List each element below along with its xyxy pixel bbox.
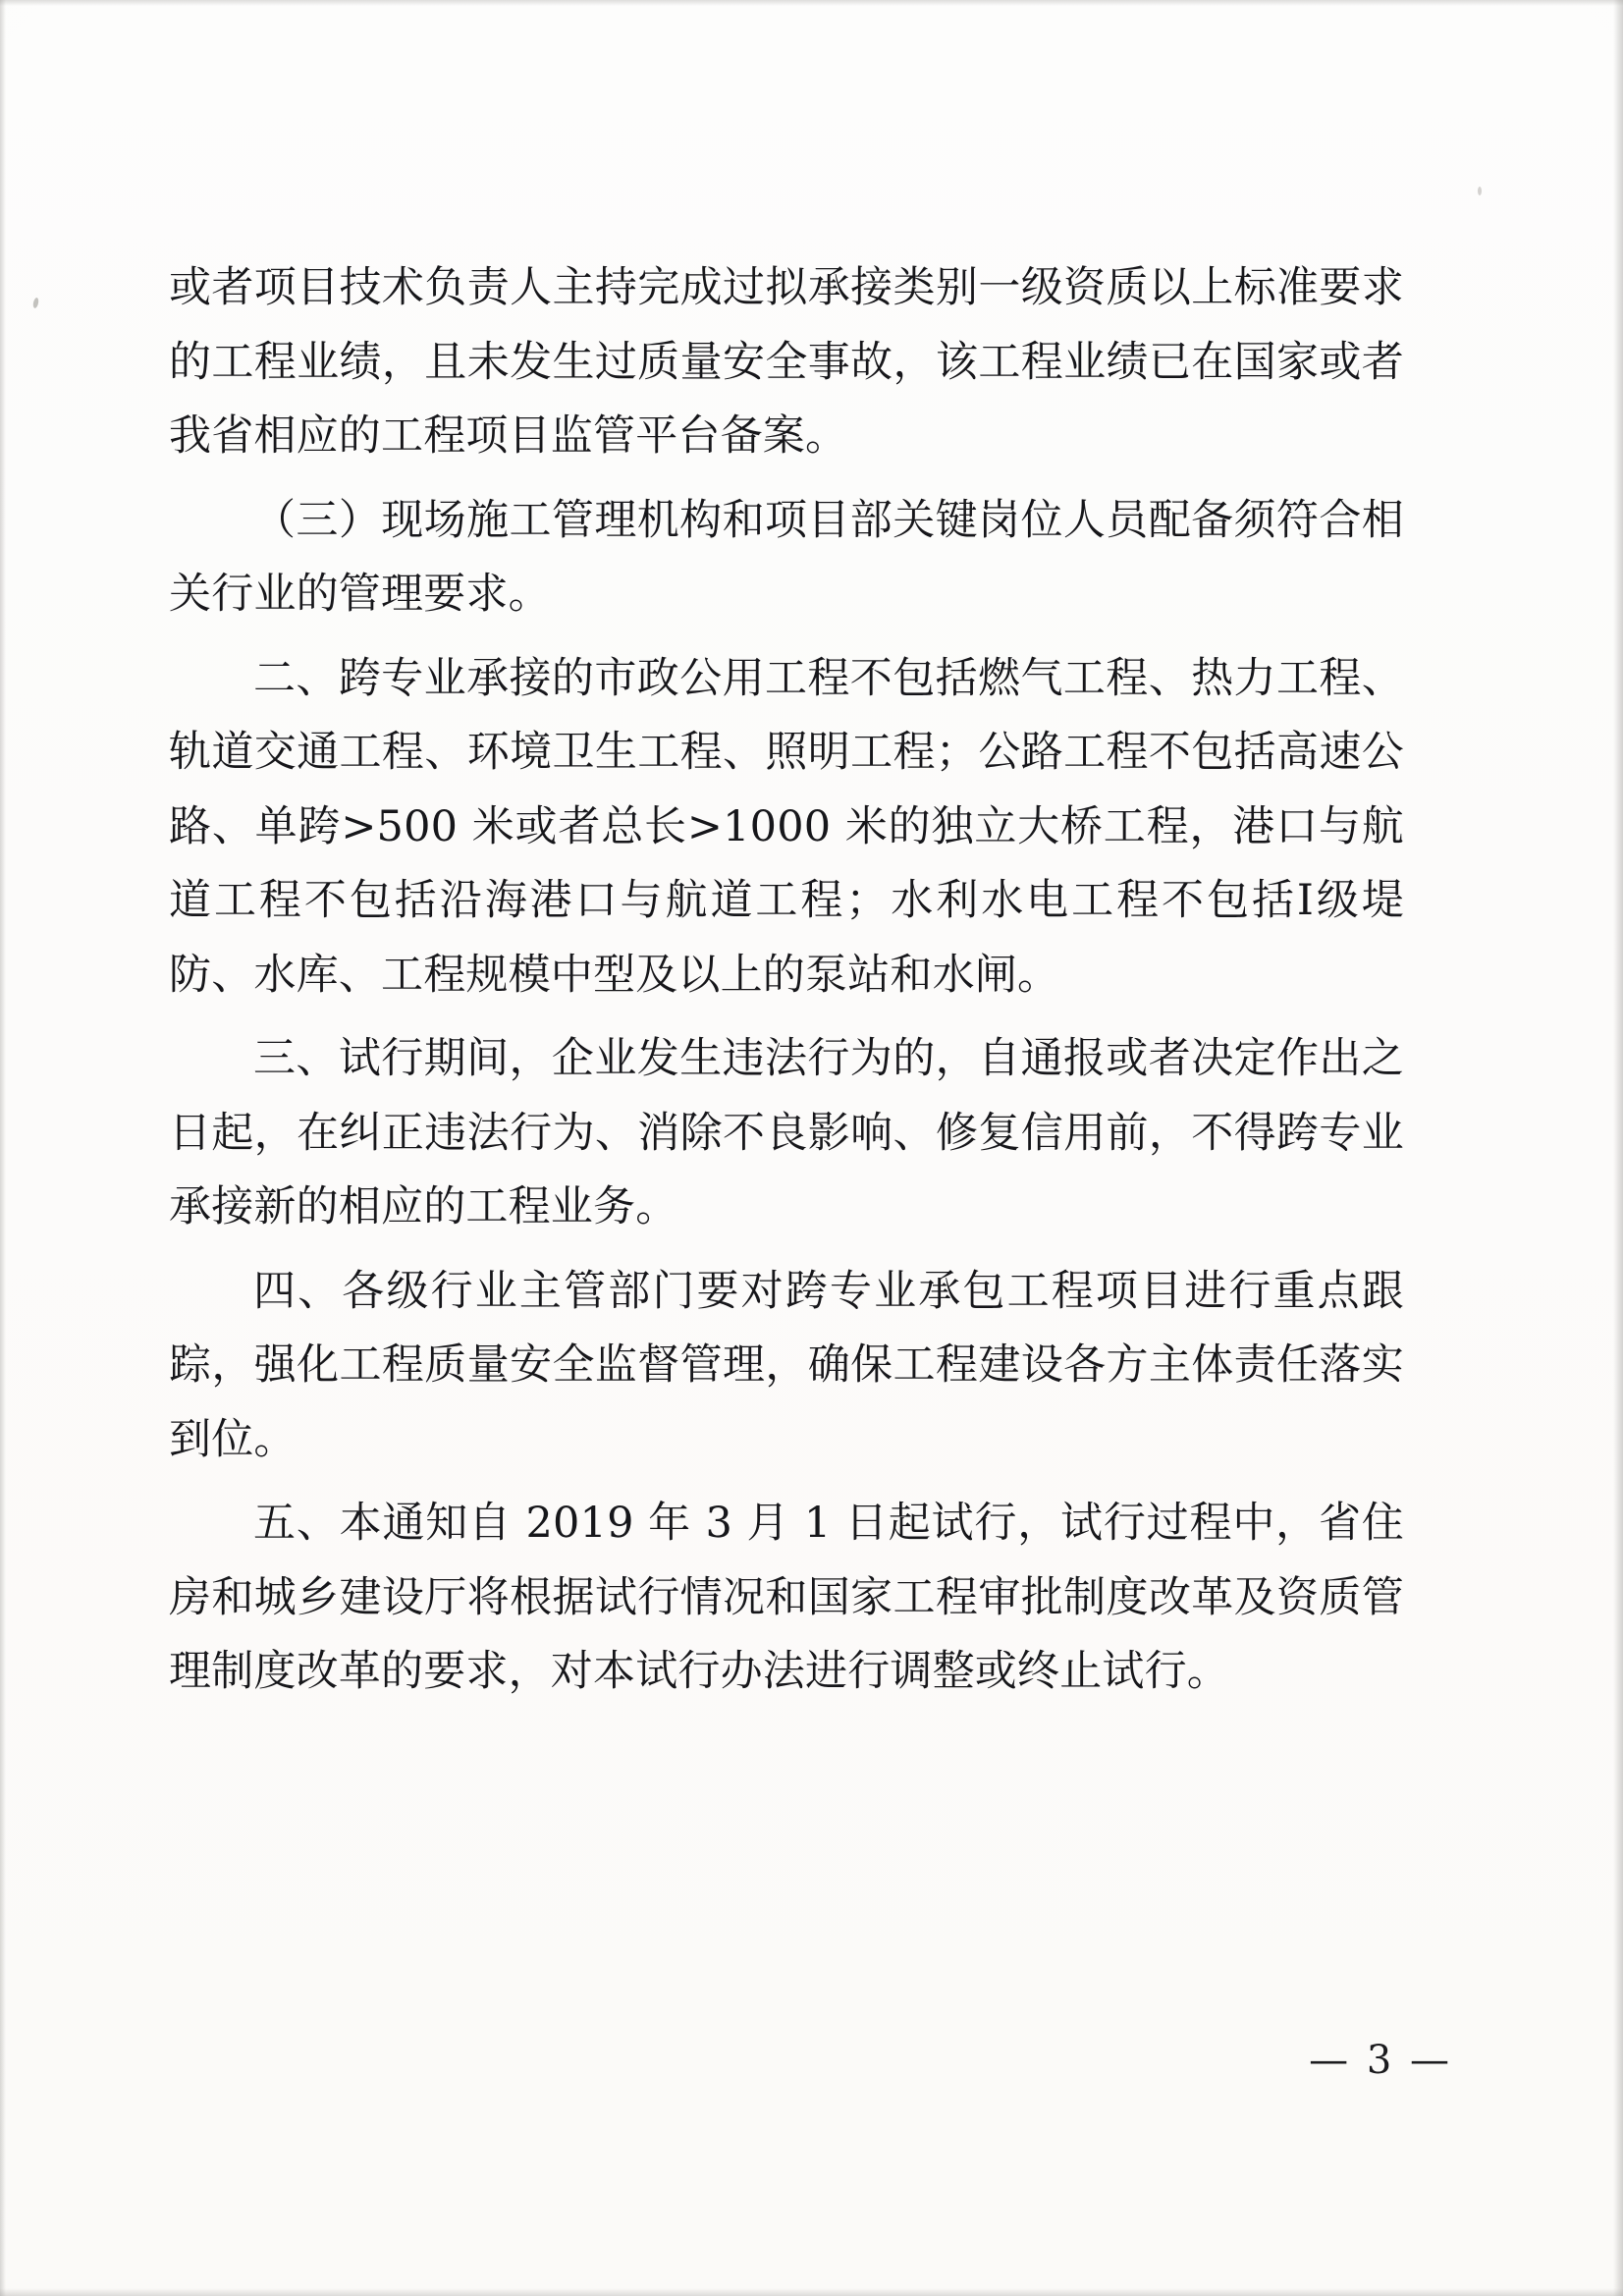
scan-edge-bottom (0, 2288, 1623, 2296)
page-number: — 3 — (1309, 2038, 1452, 2083)
paragraph-section-5: 五、本通知自 2019 年 3 月 1 日起试行，试行过程中，省住房和城乡建设厅将根据试行情况和国家工程审批制度改革及资质管理制度改革的要求，对本试行办法进行调整或终止试行。 (169, 1499, 1404, 1696)
scan-edge-left (0, 0, 6, 2296)
paragraph-continued-qualification: 或者项目技术负责人主持完成过拟承接类别一级资质以上标准要求的工程业绩，且未发生过质量安全事故，该工程业绩已在国家或者我省相应的工程项目监管平台备案。 (169, 263, 1404, 461)
scan-speck-right (1478, 187, 1482, 195)
scan-edge-right (1613, 0, 1623, 2296)
document-body (169, 251, 1404, 1714)
paragraph-section-3: 三、试行期间，企业发生违法行为的，自通报或者决定作出之日起，在纠正违法行为、消除不良影响、修复信用前，不得跨专业承接新的相应的工程业务。 (169, 1034, 1404, 1231)
paragraph-item-3: （三）现场施工管理机构和项目部关键岗位人员配备须符合相关行业的管理要求。 (169, 495, 1404, 619)
scan-edge-top (0, 0, 1623, 6)
paragraph-section-4: 四、各级行业主管部门要对跨专业承包工程项目进行重点跟踪，强化工程质量安全监督管理，确保工程建设各方主体责任落实到位。 (169, 1266, 1404, 1464)
scan-speck-left (32, 298, 39, 309)
paragraph-section-2: 二、跨专业承接的市政公用工程不包括燃气工程、热力工程、轨道交通工程、环境卫生工程、照明工程；公路工程不包括高速公路、单跨>500 米或者总长>1000 米的独立大桥工程，港口与航道工程不包括沿海港口与航道工程；水利水电工程不包括Ⅰ级堤防、水库、工程规模中型及以上的泵站和水闸。 (169, 653, 1404, 1000)
